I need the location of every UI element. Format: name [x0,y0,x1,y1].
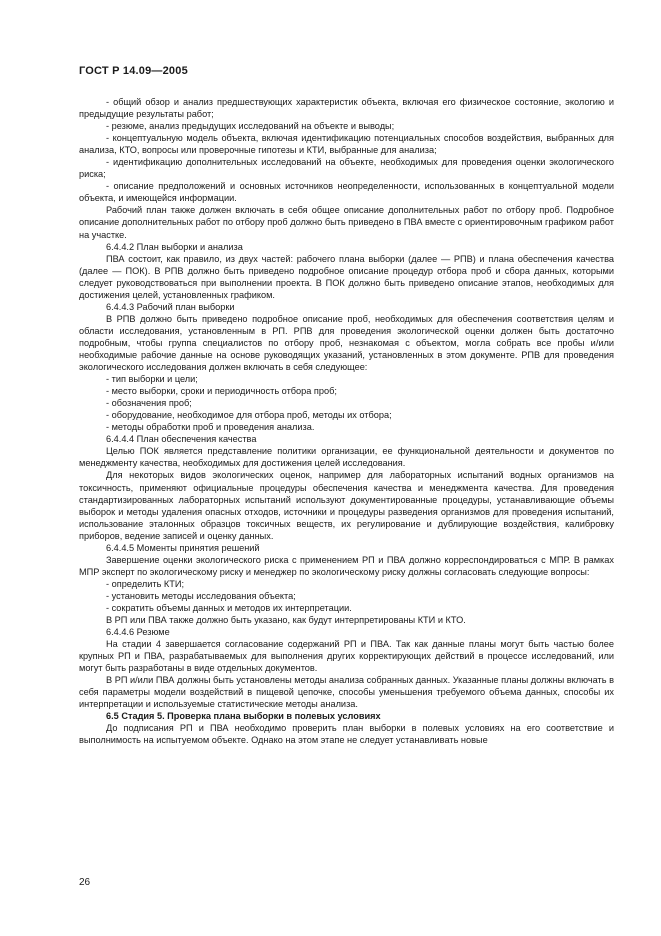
paragraph: В РП и/или ПВА должны быть установлены методы анализа собранных данных. Указанные планы должны включать в себя параметры модели воздействий в пищевой цепочке, способы уменьшения требуемого объема данных, способы их интерпретации и используемые статистические методы анализа. [79,675,614,710]
list-item: - оборудование, необходимое для отбора проб, методы их отбора; [106,410,392,421]
page-number: 26 [79,877,91,888]
paragraph: - общий обзор и анализ предшествующих характеристик объекта, включая его физическое состояние, экологию и предыдущие результаты работ; [79,97,614,120]
section-heading: 6.4.4.2 План выборки и анализа [106,241,243,252]
paragraph: - резюме, анализ предыдущих исследований на объекте и выводы; [106,121,395,132]
paragraph: - концептуальную модель объекта, включая идентификацию потенциальных способов воздействия, выбранных для анализа, КТО, вопросы или проверочные гипотезы и КТИ, выбранные для анализа; [79,133,614,156]
document-body [79,96,614,747]
document-header: ГОСТ Р 14.09—2005 [79,65,188,77]
list-item: - методы обработки проб и проведения анализа. [106,422,315,433]
section-heading: 6.4.4.5 Моменты принятия решений [106,542,260,553]
list-item: - сократить объемы данных и методов их интерпретации. [106,602,352,613]
paragraph: - описание предположений и основных источников неопределенности, использованных в концептуальной модели объекта, и имеющейся информации. [79,181,614,204]
list-item: - место выборки, сроки и периодичность отбора проб; [106,386,337,397]
section-heading: 6.4.4.4 План обеспечения качества [106,434,257,445]
stage-heading: 6.5 Стадия 5. Проверка плана выборки в полевых условиях [106,711,381,722]
paragraph: На стадии 4 завершается согласование содержаний РП и ПВА. Так как данные планы могут быть частью более крупных РП и ПВА, разрабатываемых для выполнения других корректирующих действий в процессе исследований, или могут быть разработаны в виде отдельных документов. [79,639,614,674]
section-heading: 6.4.4.3 Рабочий план выборки [106,301,235,312]
list-item: - тип выборки и цели; [106,374,198,385]
paragraph: Завершение оценки экологического риска с применением РП и ПВА должно корреспондироваться с МПР. В рамках МПР эксперт по экологическому риску и менеджер по экологическому риску должны согласовать следующие вопросы: [79,554,614,577]
paragraph: Рабочий план также должен включать в себя общее описание дополнительных работ по отбору проб. Подробное описание дополнительных работ по отбору проб должно быть приведено в ПВА вместе с ориентировочным графиком работ на участке. [79,205,614,240]
list-item: - установить методы исследования объекта; [106,590,296,601]
paragraph: В РП или ПВА также должно быть указано, как будут интерпретированы КТИ и КТО. [106,615,466,626]
paragraph: - идентификацию дополнительных исследований на объекте, необходимых для проведения оценки экологического риска; [79,157,614,180]
list-item: - определить КТИ; [106,578,185,589]
paragraph: Для некоторых видов экологических оценок, например для лабораторных испытаний водных организмов на токсичность, применяют официальные процедуры обеспечения качества и менеджмента качества. Для проведения стандартизированных лабораторных испытаний используют документированные процедуры, устанавливающие объемы выборок и методы удаления опасных отходов, источники и процедуры разведения организмов для проведения испытаний, использование эталонных образцов токсичных веществ, их регулирование и дублирующие воздействия, калибровку приборов, ведение записей и оценку данных. [79,470,614,541]
paragraph: До подписания РП и ПВА необходимо проверить план выборки в полевых условиях на его соответствие и выполнимость на испытуемом объекте. Однако на этом этапе не следует устанавливать новые [79,723,614,746]
list-item: - обозначения проб; [106,398,192,409]
section-heading: 6.4.4.6 Резюме [106,627,170,638]
paragraph: В РПВ должно быть приведено подробное описание проб, необходимых для обеспечения соответствия целям и области исследования, установленным в РП. РПВ для проведения экологической оценки должен быть достаточно подробным, чтобы группа специалистов по отбору проб, незнакомая с объектом, могла собрать все пробы и/или необходимые рабочие данные на основе руководящих указаний, установленных в этом документе. РПВ для проведения экологического исследования должен включать в себя следующее: [79,313,614,373]
paragraph: ПВА состоит, как правило, из двух частей: рабочего плана выборки (далее — РПВ) и плана обеспечения качества (далее — ПОК). В РПВ должно быть приведено подробное описание процедур отбора проб и сбора данных, которыми следует руководствоваться при выполнении проекта. В ПОК должно быть приведено описание этапов, необходимых для достижения целей, установленных графиком. [79,253,614,300]
paragraph: Целью ПОК является представление политики организации, ее функциональной деятельности и документов по менеджменту качества, необходимых для достижения целей исследования. [79,446,614,469]
